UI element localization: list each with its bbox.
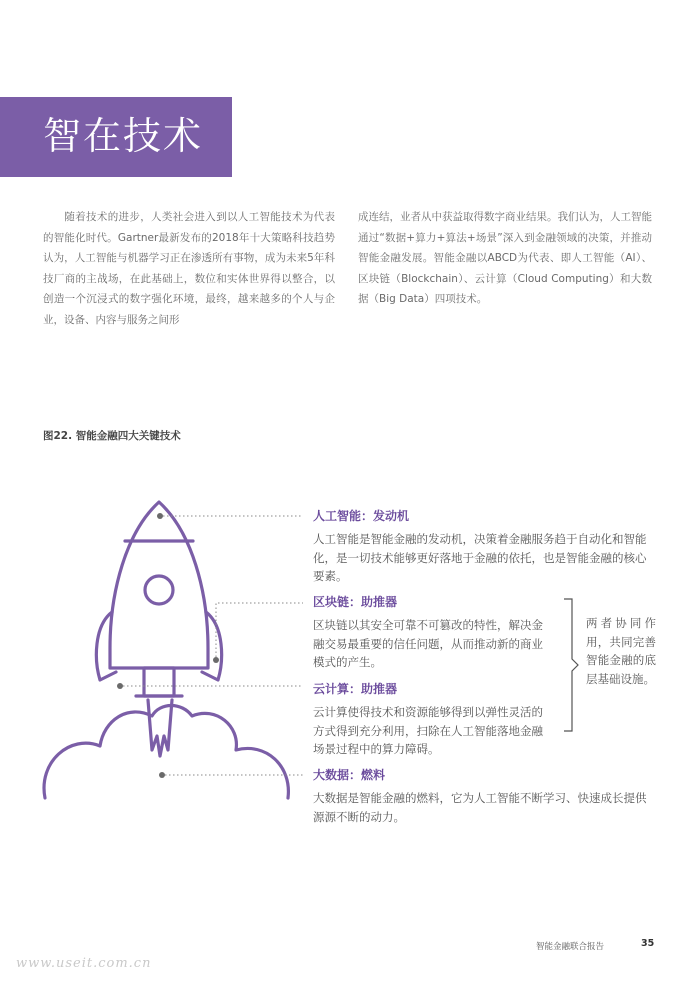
item-bigdata-title: 大数据：燃料 bbox=[313, 768, 386, 782]
item-bigdata-description: 大数据是智能金融的燃料，它为人工智能不断学习、快速成长提供源源不断的动力。 bbox=[313, 791, 647, 824]
rocket-icon bbox=[0, 480, 330, 840]
intro-left-text: 随着技术的进步，人类社会进入到以人工智能技术为代表的智能化时代。Gartner最新发布的2018年十大策略科技趋势认为，人工智能与机器学习正在渗透所有事物，成为未来5年科技厂商的主战场，在此基础上，数位和实体世界得以整合，以创造一个沉浸式的数字强化环境，最终，越来越多的个人与企业，设备、内容与服务之间形 bbox=[43, 211, 335, 326]
connector-dot-blockchain bbox=[213, 657, 219, 663]
item-ai bbox=[313, 507, 653, 586]
exhaust-cloud bbox=[44, 706, 288, 799]
intro-paragraph-left bbox=[43, 207, 335, 330]
item-bigdata bbox=[313, 766, 653, 826]
rocket-right-fin bbox=[202, 612, 222, 680]
footer-report-name: 智能金融联合报告 bbox=[536, 942, 605, 952]
brace-icon bbox=[562, 598, 582, 732]
item-cloud bbox=[313, 680, 548, 759]
item-ai-title: 人工智能：发动机 bbox=[313, 509, 410, 523]
rocket-left-fin bbox=[96, 612, 116, 680]
connector-dot-bigdata bbox=[159, 772, 165, 778]
rocket-nozzle bbox=[144, 668, 174, 696]
item-cloud-description: 云计算使得技术和资源能够得到以弹性灵活的方式得到充分利用，扫除在人工智能落地金融场景过程中的算力障碍。 bbox=[313, 705, 543, 756]
item-cloud-title: 云计算：助推器 bbox=[313, 682, 398, 696]
watermark-text: www.useit.com.cn bbox=[16, 956, 152, 971]
item-blockchain bbox=[313, 593, 548, 672]
connector-line-blockchain bbox=[216, 603, 303, 657]
rocket-window bbox=[145, 576, 173, 604]
connector-dot-cloud bbox=[117, 683, 123, 689]
rocket-body bbox=[110, 502, 208, 668]
figure-caption: 图22. 智能金融四大关键技术 bbox=[43, 430, 181, 442]
item-blockchain-description: 区块链以其安全可靠不可篡改的特性，解决金融交易最重要的信任问题，从而推动新的商业模式的产生。 bbox=[313, 618, 543, 669]
intro-paragraph-right: 成连结，业者从中获益取得数字商业结果。我们认为，人工智能通过“数据+算力+算法+场景”深入到金融领域的决策，并推动智能金融发展。智能金融以ABCD为代表、即人工智能（AI）、区块链（Blockchain）、云计算（Cloud Computing）和大数据（Big Data）四项技术。 bbox=[358, 211, 652, 305]
brace-note: 两者协同作用，共同完善智能金融的底层基础设施。 bbox=[586, 616, 656, 686]
section-title: 智在技术 bbox=[43, 114, 204, 158]
item-ai-description: 人工智能是智能金融的发动机，决策着金融服务趋于自动化和智能化，是一切技术能够更好落地于金融的依托，也是智能金融的核心要素。 bbox=[313, 532, 647, 583]
footer-page-number: 35 bbox=[641, 938, 655, 949]
connector-dot-ai bbox=[157, 513, 163, 519]
item-blockchain-title: 区块链：助推器 bbox=[313, 595, 398, 609]
